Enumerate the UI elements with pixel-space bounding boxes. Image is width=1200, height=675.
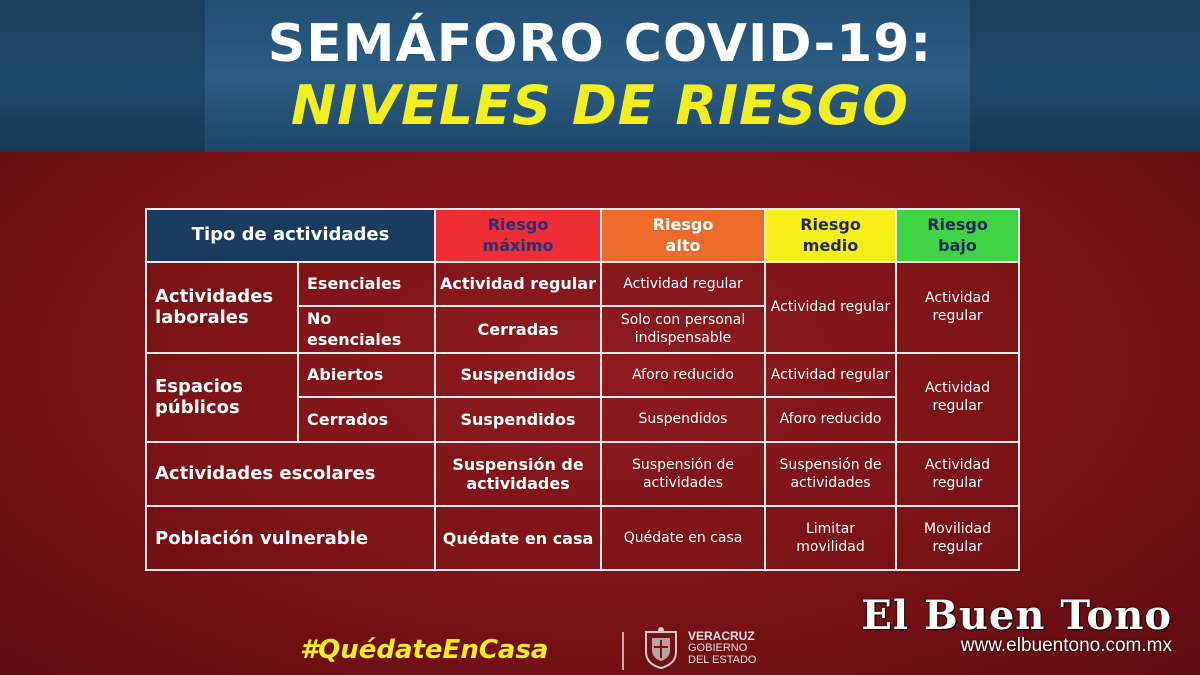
risk-levels-table [145,208,1020,571]
cell-vulnerable-medio: Limitar movilidad [765,506,896,570]
row-label-escolares: Actividades escolares [146,442,435,507]
table-header-row [146,209,1019,262]
cell-vulnerable-maximo: Quédate en casa [435,506,601,570]
cell-escolares-bajo: Actividad regular [896,442,1019,507]
cell-laborales-medio: Actividad regular [765,262,896,353]
gobierno-veracruz-label [688,630,756,666]
row-sublabel-abiertos: Abiertos [298,353,435,397]
row-sublabel-no-esenciales: No esenciales [298,306,435,353]
cell-esenciales-alto: Actividad regular [601,262,765,306]
gov-line-2: GOBIERNO [688,642,748,654]
header-riesgo-medio: Riesgo medio [765,209,896,262]
brand-logo-text: El Buen Tono [861,592,1172,639]
el-buen-tono-watermark [861,592,1172,657]
cell-cerrados-medio: Aforo reducido [765,397,896,441]
row-sublabel-esenciales: Esenciales [298,262,435,306]
header-riesgo-bajo: Riesgo bajo [896,209,1019,262]
cell-cerrados-maximo: Suspendidos [435,397,601,441]
header-riesgo-maximo: Riesgo máximo [435,209,601,262]
row-label-vulnerable: Población vulnerable [146,506,435,570]
cell-escolares-medio: Suspensión de actividades [765,442,896,507]
cell-laborales-bajo: Actividad regular [896,262,1019,353]
cell-abiertos-alto: Aforo reducido [601,353,765,397]
header-tipo: Tipo de actividades [146,209,435,262]
gov-line-3: DEL ESTADO [688,654,757,666]
title-line2: NIVELES DE RIESGO [290,74,910,137]
hashtag-quedate-en-casa: #QuédateEnCasa [300,635,549,665]
table-row [146,442,1019,507]
table-row [146,353,1019,397]
title-line1: SEMÁFORO COVID-19: [267,14,933,74]
row-sublabel-cerrados: Cerrados [298,397,435,441]
brand-url: www.elbuentono.com.mx [960,635,1172,656]
cell-cerrados-alto: Suspendidos [601,397,765,441]
cell-escolares-maximo: Suspensión de actividades [435,442,601,507]
row-label-espacios: Espacios públicos [146,353,298,442]
cell-abiertos-maximo: Suspendidos [435,353,601,397]
cell-no-esenciales-maximo: Cerradas [435,306,601,353]
cell-vulnerable-bajo: Movilidad regular [896,506,1019,570]
cell-escolares-alto: Suspensión de actividades [601,442,765,507]
veracruz-seal-icon [642,626,680,670]
cell-no-esenciales-alto: Solo con personal indispensable [601,306,765,353]
gov-line-1: VERACRUZ [688,629,755,643]
cell-abiertos-medio: Actividad regular [765,353,896,397]
row-label-laborales: Actividades laborales [146,262,298,353]
cell-vulnerable-alto: Quédate en casa [601,506,765,570]
table-row [146,506,1019,570]
cell-espacios-bajo: Actividad regular [896,353,1019,442]
header-riesgo-alto: Riesgo alto [601,209,765,262]
footer-divider [622,632,624,670]
cell-esenciales-maximo: Actividad regular [435,262,601,306]
table-row [146,262,1019,306]
